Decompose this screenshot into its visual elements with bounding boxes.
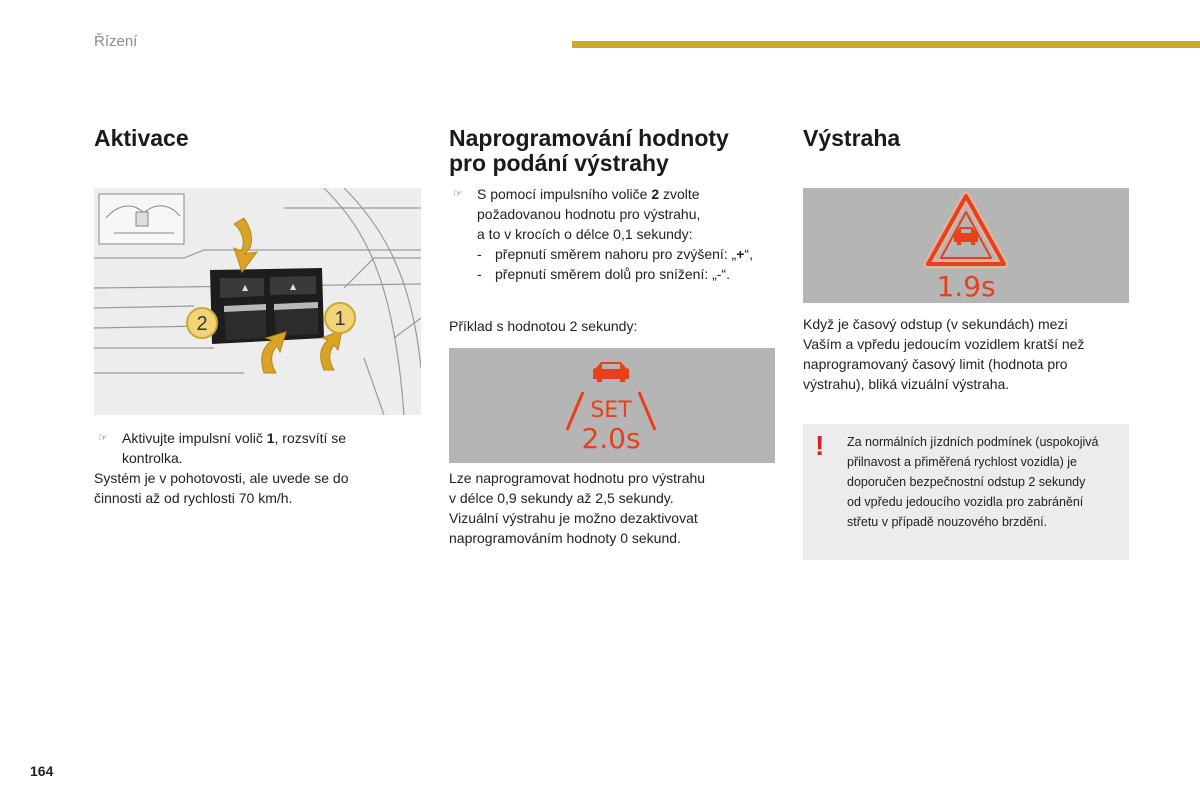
callout-2 (187, 308, 217, 338)
svg-text:1.9s: 1.9s (936, 270, 996, 303)
programming-bullet: ☞ S pomocí impulsního voliče 2 zvolte požadovanou hodnotu pro výstrahu, a to v krocích o délce 0,1 sekundy: (453, 186, 701, 242)
illustration-switch-panel (94, 188, 421, 415)
programming-range-paragraph: Lze naprogramovat hodnotu pro výstrahu v délce 0,9 sekundy až 2,5 sekundy. Vizuální výstrahu je možno dezaktivovat naprogramováním hodnoty 0 sekund. (449, 470, 706, 546)
programming-instructions (449, 184, 789, 284)
hand-pointer-icon: ☞ (453, 188, 463, 200)
svg-text:1: 1 (334, 308, 346, 330)
section-label: Řízení (94, 33, 138, 50)
section-accent-bar (572, 41, 1200, 48)
activation-bullet: ☞ Aktivujte impulsní volič 1, rozsvítí se kontrolka. (98, 430, 347, 466)
programming-dash-decrease: - přepnutí směrem dolů pro snížení: „-“. (477, 266, 730, 282)
page-number: 164 (30, 763, 54, 779)
warning-paragraph: Když je časový odstup (v sekundách) mezi Vaším a vpředu jedoucím vozidlem kratší než naprogramovaný časový limit (hodnota pro výstrahu), bliká vizuální výstraha. (803, 316, 1085, 392)
svg-text:▲: ▲ (242, 283, 249, 292)
svg-text:SET: SET (590, 398, 632, 423)
column-activation (94, 126, 424, 151)
activation-paragraph: Systém je v pohotovosti, ale uvede se do činnosti až od rychlosti 70 km/h. (94, 470, 349, 506)
dashboard-thumbnail (99, 194, 184, 244)
column-warning (803, 126, 1133, 151)
heading-warning: Výstraha (803, 125, 901, 151)
display-warning-1-9s (803, 188, 1129, 303)
activation-text (94, 428, 424, 508)
svg-text:2.0s: 2.0s (581, 422, 641, 455)
svg-text:▲: ▲ (290, 282, 297, 291)
column-programming (449, 126, 779, 176)
exclamation-icon: ! (815, 430, 825, 461)
hand-pointer-icon: ☞ (98, 432, 108, 444)
svg-text:2: 2 (196, 313, 208, 335)
safety-note-text: Za normálních jízdních podmínek (uspokojivá přilnavost a přiměřená rychlost vozidla) je doporučen bezpečnostní odstup 2 sekundy od vpředu jedoucího vozidla pro zabránění střetu v případě nouzového brzdění. (847, 435, 1099, 529)
heading-activation: Aktivace (94, 125, 189, 151)
example-caption: Příklad s hodnotou 2 sekundy: (449, 318, 638, 334)
car-icon (593, 362, 629, 382)
switch-block (210, 268, 324, 344)
callout-1 (325, 303, 355, 333)
display-set-2s (449, 348, 775, 463)
safety-note-box (803, 424, 1129, 560)
programming-dash-increase: - přepnutí směrem nahoru pro zvýšení: „+“, (477, 246, 753, 262)
heading-programming: Naprogramování hodnoty pro podání výstrahy (449, 125, 729, 176)
car-icon (954, 227, 978, 245)
